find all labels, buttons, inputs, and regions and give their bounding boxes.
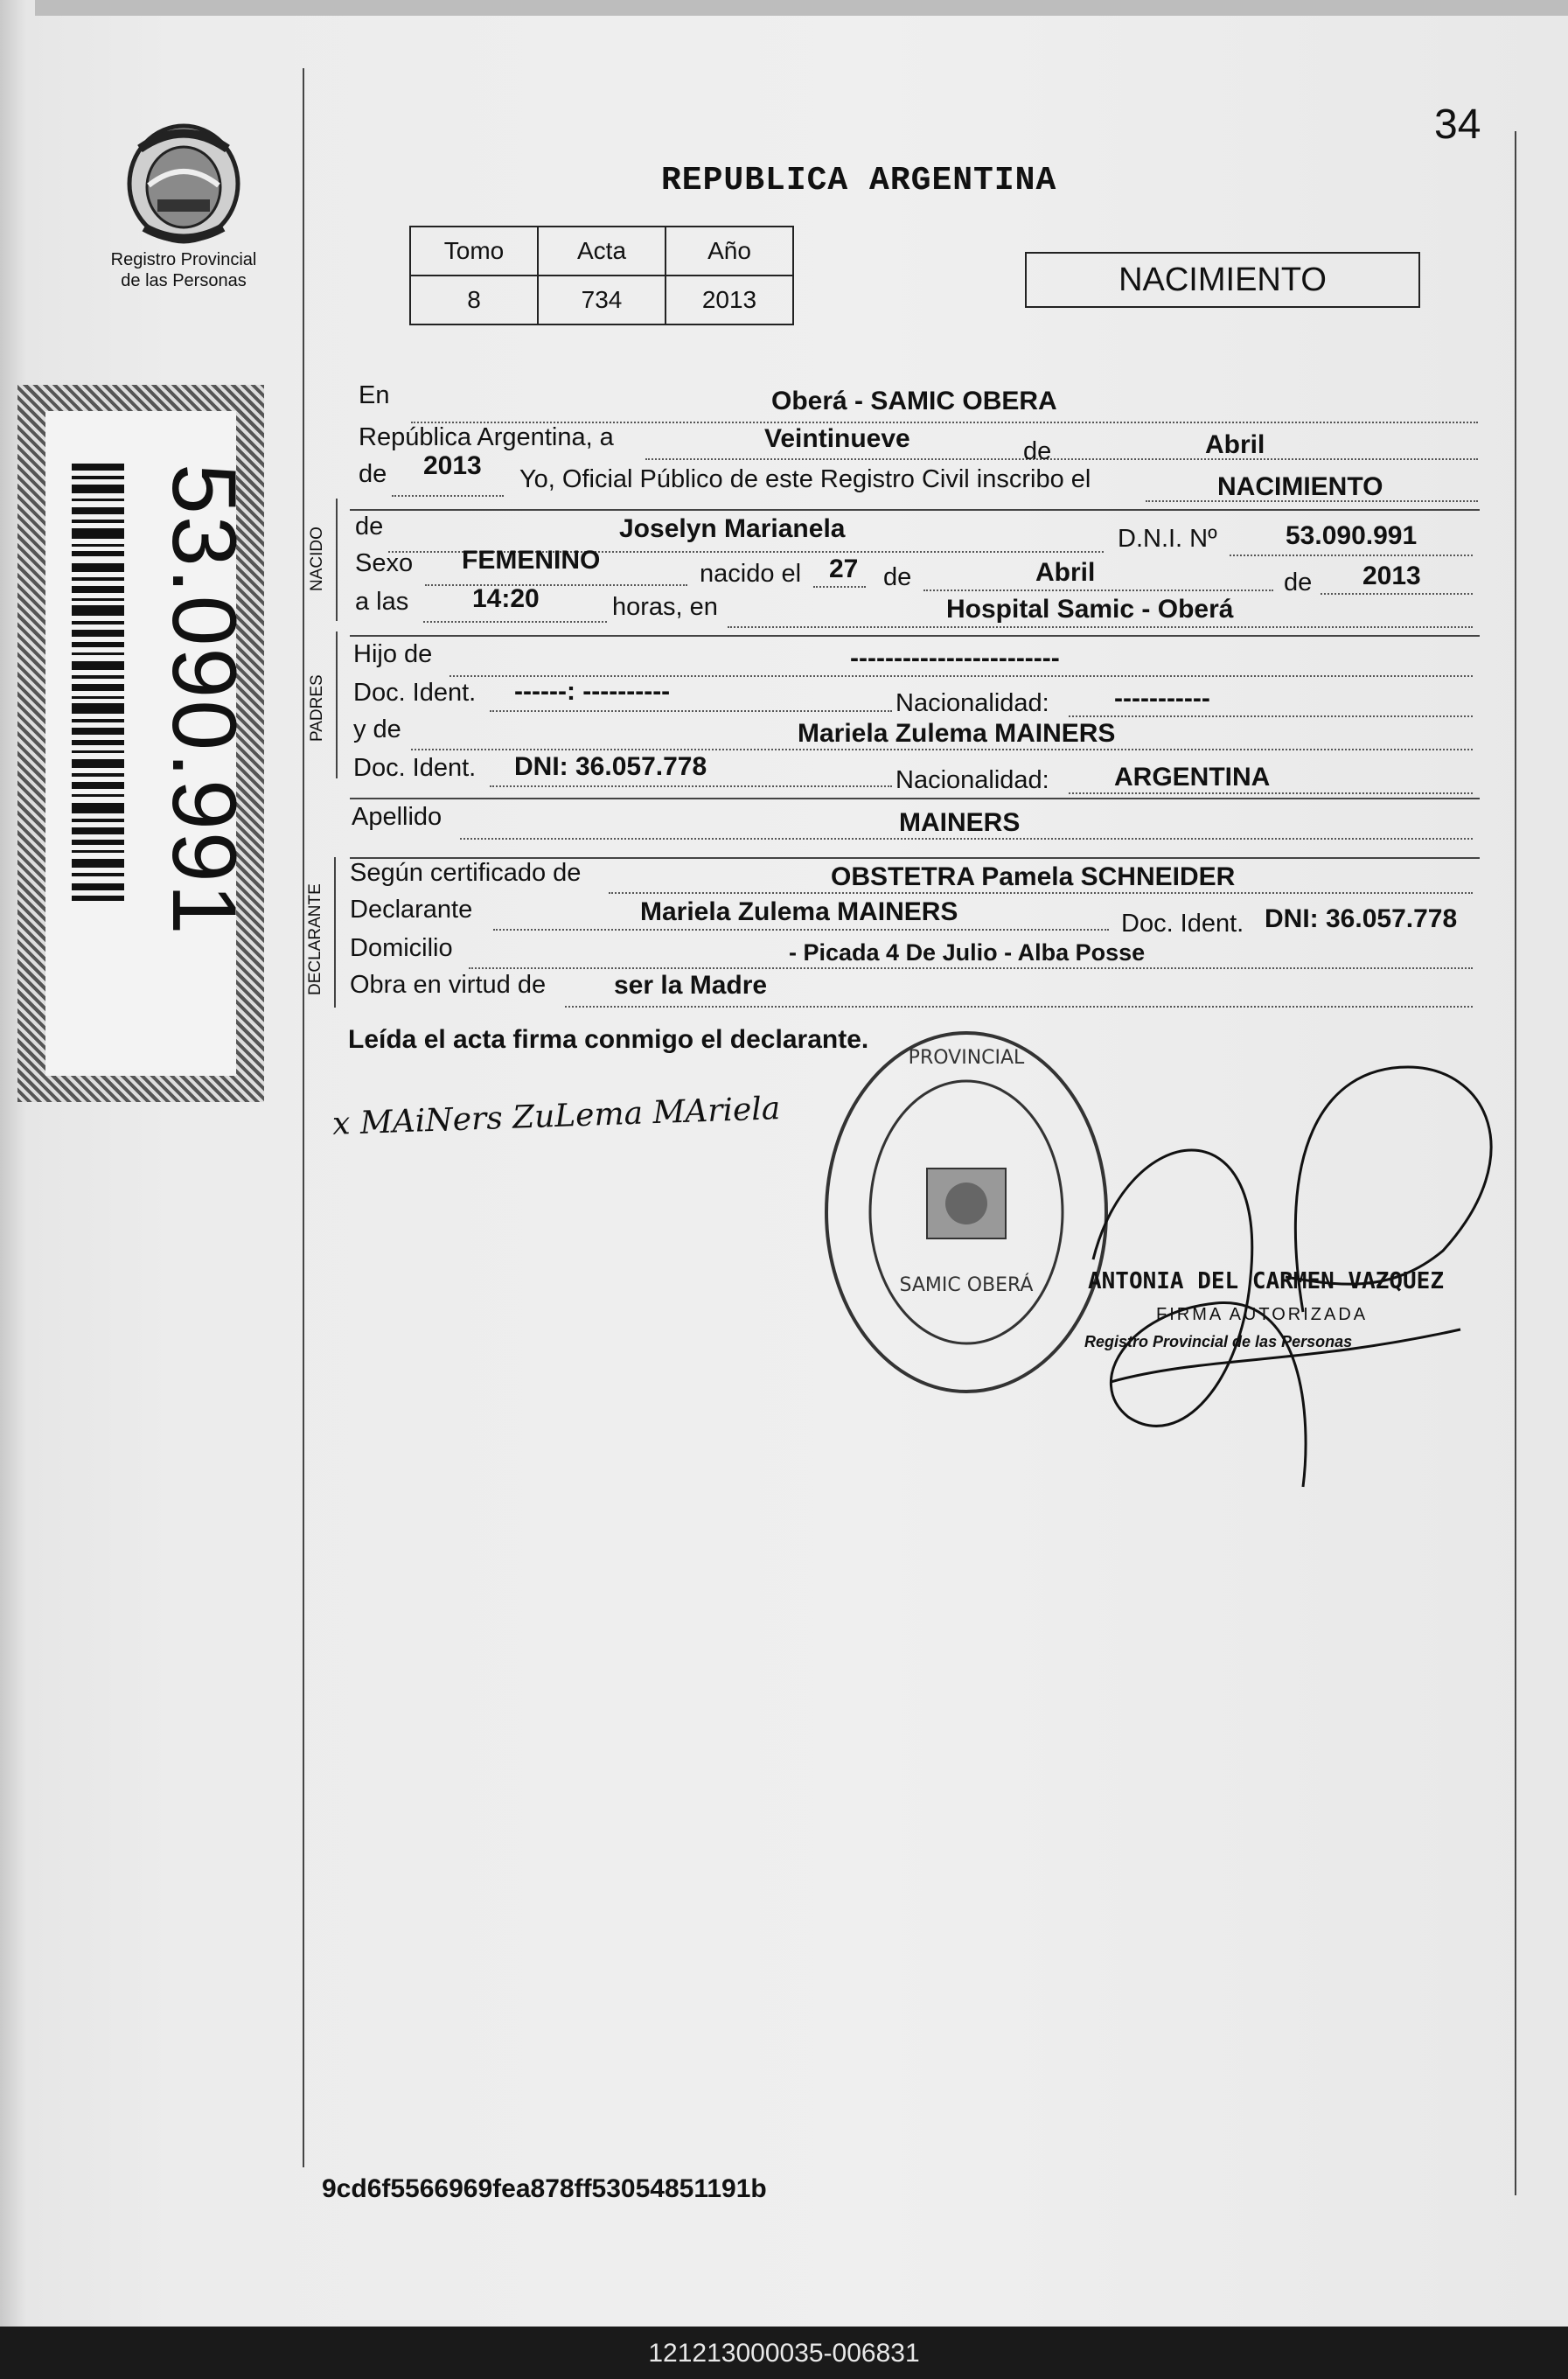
stamp-org: Registro Provincial de las Personas [1084, 1333, 1353, 1350]
label-de-anio-nac: de [1284, 569, 1313, 596]
round-stamp-icon [822, 1029, 1111, 1396]
value-madre: Mariela Zulema MAINERS [798, 719, 1116, 748]
label-oficial: Yo, Oficial Público de este Registro Civil inscribo el [519, 465, 1091, 493]
label-de-nombre: de [355, 513, 384, 541]
label-doc-ident-madre: Doc. Ident. [353, 754, 477, 782]
label-en: En [359, 381, 390, 409]
value-apellido: MAINERS [899, 808, 1021, 837]
value-nac-padre: ----------- [1114, 684, 1210, 713]
label-horas-en: horas, en [612, 593, 718, 621]
label-doc-ident-declarante: Doc. Ident. [1121, 910, 1244, 938]
header-acta: Acta [538, 227, 666, 276]
label-nacionalidad-padre: Nacionalidad: [896, 689, 1049, 717]
side-label-padres: PADRES [308, 674, 326, 742]
value-domicilio: - Picada 4 De Julio - Alba Posse [789, 939, 1146, 966]
handwritten-signature: x MAiNers ZuLema MAriela [331, 1091, 781, 1142]
svg-text:SAMIC OBERÁ: SAMIC OBERÁ [899, 1274, 1034, 1296]
label-declarante: Declarante [350, 896, 473, 924]
label-leida: Leída el acta firma conmigo el declarante. [348, 1025, 869, 1054]
value-anio-nac: 2013 [1362, 562, 1421, 590]
value-lugar: Oberá - SAMIC OBERA [771, 387, 1057, 415]
value-declarante: Mariela Zulema MAINERS [640, 897, 958, 926]
value-dia-nac: 27 [829, 555, 859, 583]
value-acto: NACIMIENTO [1217, 472, 1383, 501]
value-hora: 14:20 [472, 584, 540, 613]
tomo-acta-anio-table [409, 226, 794, 325]
seal-caption-line1: Registro Provincial [110, 250, 257, 269]
value-lugar-nac: Hospital Samic - Oberá [946, 595, 1234, 624]
id-strip-number: 53.090.991 [153, 464, 254, 937]
id-number-strip [17, 385, 264, 1102]
value-anio: 2013 [423, 451, 482, 480]
svg-text:PROVINCIAL: PROVINCIAL [908, 1047, 1025, 1069]
value-mes-nac: Abril [1035, 558, 1096, 587]
value-nombre: Joselyn Marianela [619, 514, 846, 543]
document-hash: 9cd6f5566969fea878ff53054851191b [322, 2174, 767, 2203]
stamp-role: FIRMA AUTORIZADA [1156, 1305, 1369, 1324]
value-doc-madre: DNI: 36.057.778 [514, 752, 707, 781]
label-a-las: a las [355, 588, 409, 616]
value-obra: ser la Madre [614, 971, 768, 1000]
header-tomo: Tomo [410, 227, 538, 276]
value-sexo: FEMENINO [462, 546, 601, 575]
act-type-box: NACIMIENTO [1025, 252, 1420, 308]
value-dni: 53.090.991 [1286, 521, 1418, 550]
value-doc-padre: ------: ---------- [514, 677, 671, 706]
value-nac-madre: ARGENTINA [1114, 763, 1271, 792]
label-nacido-el: nacido el [700, 560, 802, 588]
value-mes: Abril [1205, 430, 1265, 459]
label-obra: Obra en virtud de [350, 971, 547, 999]
label-de-anio: de [359, 460, 387, 488]
misiones-seal-icon [122, 122, 245, 245]
side-label-nacido: NACIDO [308, 527, 326, 591]
label-y-de: y de [353, 715, 401, 743]
label-de-mes-nac: de [883, 563, 912, 591]
left-margin-rule [303, 68, 304, 2167]
label-apellido: Apellido [352, 803, 443, 831]
registry-seal-block [96, 122, 271, 291]
value-tomo: 8 [410, 276, 538, 324]
label-nacionalidad-madre: Nacionalidad: [896, 766, 1049, 794]
stamp-name: ANTONIA DEL CARMEN VAZQUEZ [1088, 1268, 1444, 1294]
value-dia-letras: Veintinueve [764, 424, 910, 453]
label-segun: Según certificado de [350, 859, 582, 887]
official-signature-icon [1076, 1050, 1530, 1539]
value-anio: 2013 [666, 276, 793, 324]
label-republica: República Argentina, a [359, 423, 614, 451]
label-de-mes: de [1023, 437, 1052, 465]
value-hijo-de: ------------------------ [850, 644, 1060, 673]
footer-id: 121213000035-006831 [648, 2339, 920, 2368]
value-doc-declarante: DNI: 36.057.778 [1265, 904, 1458, 933]
label-dni: D.N.I. Nº [1118, 525, 1217, 553]
page-number: 34 [1434, 101, 1481, 148]
label-doc-ident-padre: Doc. Ident. [353, 679, 477, 707]
document-title: REPUBLICA ARGENTINA [661, 162, 1057, 199]
value-certificado: OBSTETRA Pamela SCHNEIDER [831, 862, 1236, 891]
side-label-declarante: DECLARANTE [306, 883, 324, 995]
header-anio: Año [666, 227, 793, 276]
label-hijo-de: Hijo de [353, 640, 433, 668]
seal-caption-line2: de las Personas [121, 271, 247, 290]
label-domicilio: Domicilio [350, 934, 453, 962]
barcode-icon [72, 464, 124, 901]
value-acta: 734 [538, 276, 666, 324]
scan-top-edge [35, 0, 1568, 16]
label-sexo: Sexo [355, 549, 414, 577]
